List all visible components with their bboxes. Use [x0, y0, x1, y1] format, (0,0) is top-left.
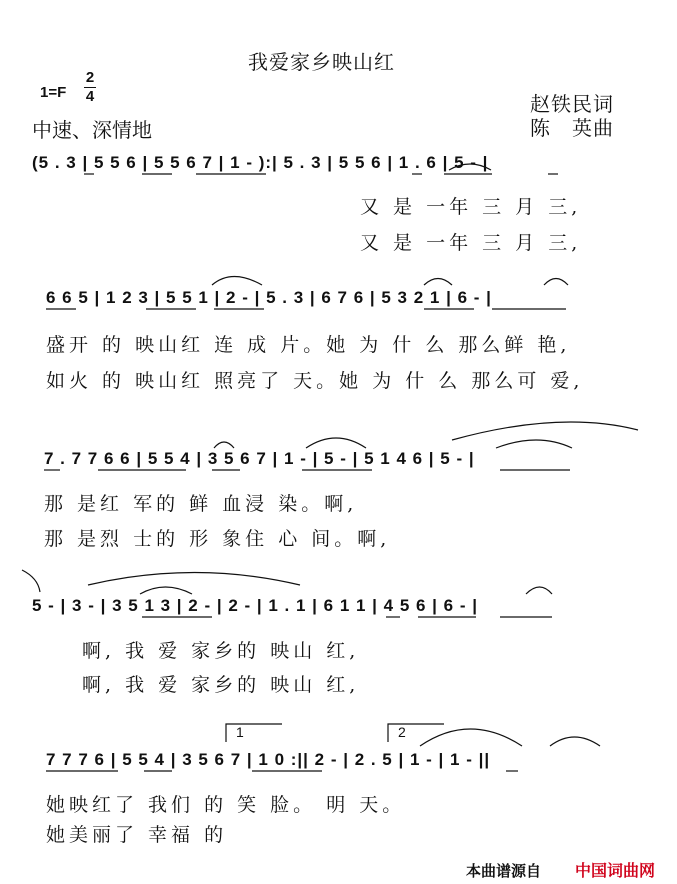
slur-mark [496, 440, 572, 448]
lyric-line-3a: 那 是红 军的 鲜 血浸 染。啊, [44, 493, 358, 515]
slur-mark [306, 438, 366, 448]
notes-line-2: 6 6 5 | 1 2 3 | 5 5 1 | 2 - | 5 . 3 | 6 7 6 | 5 3 2 1 | 6 - | [46, 288, 492, 307]
lyric-line-1a: 又 是 一年 三 月 三, [360, 196, 582, 218]
volta-1-label: 1 [236, 724, 245, 740]
slur-mark [214, 442, 234, 448]
slur-mark [88, 573, 300, 586]
notes-line-3: 7 . 7 7 6 6 | 5 5 4 | 3 5 6 7 | 1 - | 5 - | 5 1 4 6 | 5 - | [44, 449, 475, 468]
lyric-line-4a: 啊, 我 爱 家乡的 映山 红, [82, 640, 360, 662]
volta-2-label: 2 [398, 724, 407, 740]
slur-mark [544, 279, 568, 286]
key-signature: 1=F [40, 84, 67, 101]
time-numerator: 2 [85, 69, 95, 86]
notes-line-5: 7 7 7 6 | 5 5 4 | 3 5 6 7 | 1 0 :|| 2 - | 2 . 5 | 1 - | 1 - || [46, 750, 491, 769]
site-name-link[interactable]: 中国词曲网 [575, 861, 656, 880]
time-denominator: 4 [85, 88, 95, 105]
slur-mark [449, 164, 491, 170]
notes-line-1: (5 . 3 | 5 5 6 | 5 5 6 7 | 1 - ):| 5 . 3 | 5 5 6 | 1 . 6 | 5 - | [32, 153, 489, 172]
lyric-line-3b: 那 是烈 士的 形 象住 心 间。啊, [44, 528, 391, 550]
composer-credit: 陈 英曲 [530, 116, 614, 140]
lyric-line-2b: 如火 的 映山红 照亮了 天。她 为 什 么 那么可 爱, [46, 370, 584, 392]
lyric-line-4b: 啊, 我 爱 家乡的 映山 红, [82, 674, 360, 696]
lyric-line-1b: 又 是 一年 三 月 三, [360, 232, 582, 254]
slur-mark [526, 587, 552, 594]
slur-mark [452, 422, 638, 440]
volta-2-bracket [388, 724, 444, 742]
source-label: 本曲谱源自 [466, 862, 542, 880]
slur-mark [550, 737, 600, 746]
slur-mark [424, 279, 452, 286]
lyric-line-5a: 她映红了 我们 的 笑 脸。 明 天。 [46, 794, 406, 816]
notes-line-4: 5 - | 3 - | 3 5 1 3 | 2 - | 2 - | 1 . 1 | 6 1 1 | 4 5 6 | 6 - | [32, 596, 478, 615]
lyric-line-2a: 盛开 的 映山红 连 成 片。她 为 什 么 那么鲜 艳, [46, 334, 571, 356]
lyricist-credit: 赵铁民词 [530, 92, 614, 116]
slur-mark [22, 570, 40, 592]
page-title: 我爱家乡映山红 [248, 50, 395, 74]
volta-1-bracket [226, 724, 282, 742]
slur-mark [420, 729, 522, 746]
tempo-marking: 中速、深情地 [32, 118, 152, 142]
slur-mark [212, 277, 262, 286]
slur-mark [140, 587, 192, 594]
lyric-line-5b: 她美丽了 幸福 的 [46, 824, 228, 846]
